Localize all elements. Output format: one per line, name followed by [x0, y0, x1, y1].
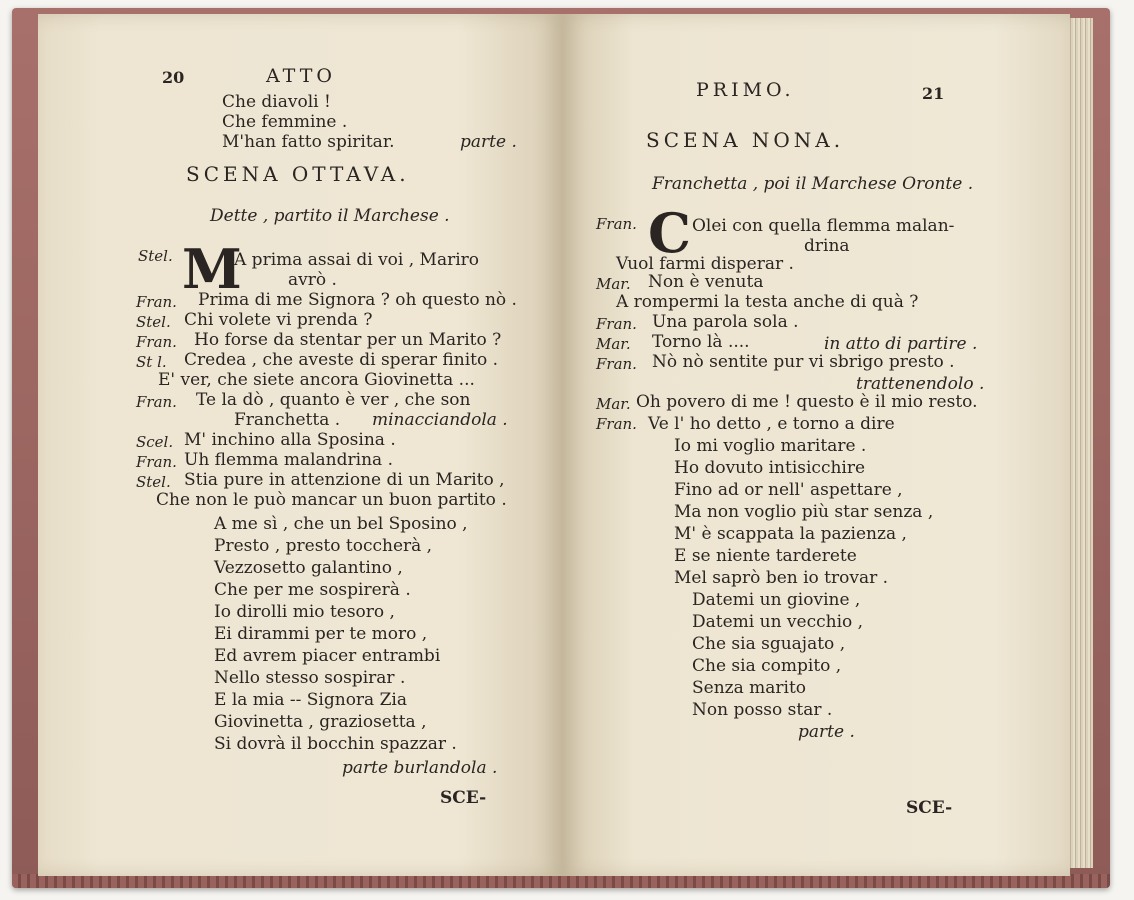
speaker-label: Stel. — [136, 473, 171, 491]
running-head: ATTO — [266, 65, 336, 87]
verse-line: Ma non voglio più star senza , — [674, 502, 934, 522]
page-number: 20 — [162, 68, 185, 87]
verse-line: Datemi un giovine , — [692, 590, 861, 610]
speaker-label: Stel. — [136, 313, 171, 331]
speaker-label: Mar. — [596, 395, 631, 413]
scene-heading: SCENA OTTAVA. — [186, 162, 410, 186]
speaker-label: St l. — [136, 353, 167, 371]
speaker-label: Fran. — [136, 333, 177, 351]
verse-line: drina — [804, 236, 850, 256]
verse-line: Chi volete vi prenda ? — [184, 310, 373, 330]
verse-line: Stia pure in attenzione di un Marito , — [184, 470, 505, 490]
verse-line: Presto , presto toccherà , — [214, 536, 433, 556]
verse-line: M' è scappata la pazienza , — [674, 524, 907, 544]
verse-line: Non posso star . — [692, 700, 833, 720]
speaker-label: Scel. — [136, 433, 174, 451]
verse-line: E la mia -- Signora Zia — [214, 690, 407, 710]
running-head: PRIMO. — [696, 79, 795, 101]
verse-line: Si dovrà il bocchin spazzar . — [214, 734, 457, 754]
scene-subtitle: Franchetta , poi il Marchese Oronte . — [652, 174, 974, 194]
speaker-label: Fran. — [596, 215, 637, 233]
verse-line: Senza marito — [692, 678, 807, 698]
speaker-label: Fran. — [136, 293, 177, 311]
verse-line: Vezzosetto galantino , — [214, 558, 403, 578]
scene-subtitle: Dette , partito il Marchese . — [210, 206, 450, 226]
left-page — [38, 14, 562, 876]
verse-line: Non è venuta — [648, 272, 764, 292]
verse-line: Credea , che aveste di sperar finito . — [184, 350, 499, 370]
verse-line: Nello stesso sospirar . — [214, 668, 406, 688]
scene-heading: SCENA NONA. — [646, 128, 845, 152]
verse-line: Ei dirammi per te moro , — [214, 624, 428, 644]
verse-line: Che non le può mancar un buon partito . — [156, 490, 507, 510]
stage-direction: in atto di partire . — [824, 334, 978, 354]
verse-line: Torno là .... — [652, 332, 750, 352]
verse-line: Io dirolli mio tesoro , — [214, 602, 395, 622]
verse-line: Datemi un vecchio , — [692, 612, 864, 632]
verse-line: A me sì , che un bel Sposino , — [214, 514, 468, 534]
drop-cap: M — [182, 237, 242, 301]
verse-line: A prima assai di voi , Mariro — [234, 250, 480, 270]
speaker-label: Stel. — [138, 247, 173, 265]
stage-direction: parte burlandola . — [342, 758, 498, 778]
verse-line: Ho dovuto intisicchire — [674, 458, 866, 478]
verse-line: Olei con quella flemma malan- — [692, 216, 955, 236]
verse-line: Che sia sguajato , — [692, 634, 846, 654]
page-number: 21 — [922, 84, 945, 103]
stage-direction: minacciandola . — [372, 410, 508, 430]
verse-line: Che diavoli ! — [222, 92, 331, 112]
speaker-label: Mar. — [596, 275, 631, 293]
verse-line: Ho forse da stentar per un Marito ? — [194, 330, 502, 350]
verse-line: Vuol farmi disperar . — [616, 254, 794, 274]
verse-line: M' inchino alla Sposina . — [184, 430, 396, 450]
speaker-label: Mar. — [596, 335, 631, 353]
speaker-label: Fran. — [596, 355, 637, 373]
stage-direction: parte . — [460, 132, 517, 152]
verse-line: Franchetta . — [234, 410, 341, 430]
speaker-label: Fran. — [136, 453, 177, 471]
drop-cap: C — [648, 201, 691, 265]
speaker-label: Fran. — [136, 393, 177, 411]
verse-line: M'han fatto spiritar. — [222, 132, 395, 152]
speaker-label: Fran. — [596, 315, 637, 333]
verse-line: A rompermi la testa anche di quà ? — [616, 292, 919, 312]
right-page — [562, 14, 1070, 876]
catchword: SCE- — [906, 798, 953, 818]
verse-line: Ed avrem piacer entrambi — [214, 646, 441, 666]
verse-line: avrò . — [288, 270, 337, 290]
stage-direction: trattenendolo . — [856, 374, 985, 394]
speaker-label: Fran. — [596, 415, 637, 433]
verse-line: Io mi voglio maritare . — [674, 436, 867, 456]
verse-line: Giovinetta , graziosetta , — [214, 712, 427, 732]
verse-line: E' ver, che siete ancora Giovinetta ... — [158, 370, 475, 390]
verse-line: E se niente tarderete — [674, 546, 857, 566]
verse-line: Che femmine . — [222, 112, 348, 132]
verse-line: Te la dò , quanto è ver , che son — [196, 390, 471, 410]
verse-line: Ve l' ho detto , e torno a dire — [648, 414, 895, 434]
catchword: SCE- — [440, 788, 487, 808]
verse-line: Nò nò sentite pur vi sbrigo presto . — [652, 352, 955, 372]
verse-line: Uh flemma malandrina . — [184, 450, 393, 470]
verse-line: Oh povero di me ! questo è il mio resto. — [636, 392, 978, 412]
verse-line: Mel saprò ben io trovar . — [674, 568, 889, 588]
verse-line: Fino ad or nell' aspettare , — [674, 480, 903, 500]
stage-direction: parte . — [798, 722, 855, 742]
verse-line: Prima di me Signora ? oh questo nò . — [198, 290, 517, 310]
verse-line: Che sia compito , — [692, 656, 842, 676]
verse-line: Una parola sola . — [652, 312, 799, 332]
verse-line: Che per me sospirerà . — [214, 580, 411, 600]
